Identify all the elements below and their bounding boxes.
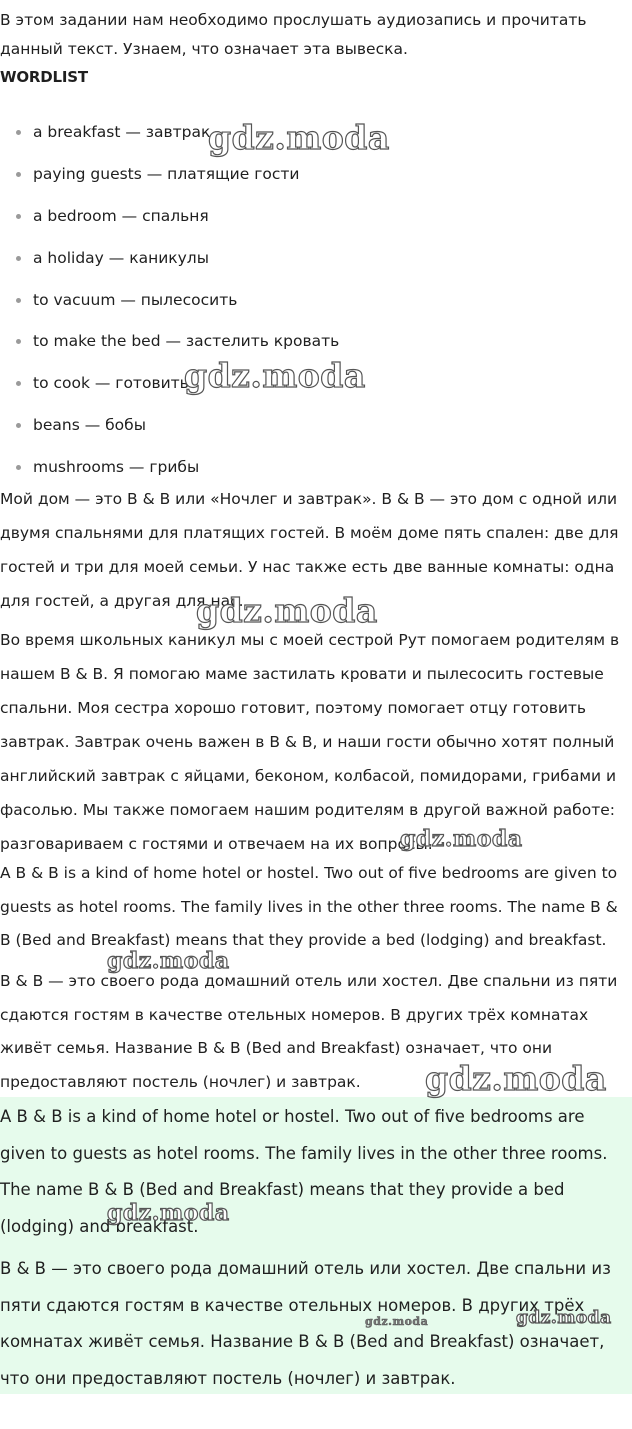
- list-item-text: paying guests — платящие гости: [33, 164, 300, 183]
- answer-box: [0, 1097, 632, 1394]
- bullet-icon: [16, 256, 21, 261]
- watermark-logo: gdz.moda: [184, 356, 366, 395]
- list-item: [0, 196, 339, 238]
- bullet-icon: [16, 172, 21, 177]
- list-item-text: to make the bed — застелить кровать: [33, 332, 340, 351]
- list-item-text: a bedroom — спальня: [33, 206, 209, 225]
- bullet-icon: [16, 130, 21, 135]
- list-item: [0, 154, 339, 196]
- paragraph-school-holidays: Во время школьных каникул мы с моей сестрой Рут помогаем родителям в нашем B & B. Я помогаю маме застилать кровати и пылесосить гостевые спальни. Моя сестра хорошо готовит, поэтому помогает отцу готовить завтрак. Завтрак очень важен в B & B, и наши гости обычно хотят полный английский завтрак с яйцами, беконом, колбасой, помидорами, грибами и фасолью. Мы также помогаем нашим родителям в другой важной работе: разговариваем с гостями и отвечаем на их вопросы.: [0, 631, 620, 853]
- list-item: [0, 238, 339, 280]
- list-item-text: a breakfast — завтрак: [33, 123, 211, 141]
- watermark-logo: gdz.moda: [516, 1308, 612, 1328]
- list-item-text: beans — бобы: [33, 416, 146, 435]
- list-item-text: to vacuum — пылесосить: [33, 290, 238, 309]
- watermark-logo: gdz.moda: [208, 118, 390, 157]
- answer-text-en: A B & B is a kind of home hotel or hostel. Two out of five bedrooms are given to guests as hotel rooms. The family lives in the other three rooms. The name B & B (Bed and Breakfast) means that they provide a bed (lodging) and breakfast.: [0, 1107, 608, 1236]
- list-item-text: mushrooms — грибы: [33, 458, 200, 477]
- wordlist: [0, 112, 339, 489]
- bullet-icon: [16, 465, 21, 470]
- paragraph-explanation-en: A B & B is a kind of home hotel or hostel. Two out of five bedrooms are given to guests as hotel rooms. The family lives in the other three rooms. The name B & B (Bed and Breakfast) means that they provide a bed (lodging) and breakfast.: [0, 864, 618, 949]
- watermark-logo: gdz.moda: [107, 1200, 230, 1226]
- intro-text: В этом задании нам необходимо прослушать аудиозапись и прочитать данный текст. Узнаем, что означает эта вывеска.: [0, 11, 587, 58]
- list-item-text: to cook — готовить: [33, 374, 189, 393]
- bullet-icon: [16, 298, 21, 303]
- watermark-logo: gdz.moda: [425, 1059, 607, 1098]
- watermark-logo: gdz.moda: [365, 1315, 429, 1328]
- bullet-icon: [16, 423, 21, 428]
- paragraph-explanation-ru: B & B — это своего рода домашний отель или хостел. Две спальни из пяти сдаются гостям в качестве отельных номеров. В других трёх комнатах живёт семья. Название B & B (Bed and Breakfast) означает, что они предоставляют постель (ночлег) и завтрак.: [0, 972, 618, 1091]
- list-item: [0, 405, 339, 447]
- watermark-logo: gdz.moda: [107, 948, 230, 974]
- bullet-icon: [16, 339, 21, 344]
- answer-text-ru: B & B — это своего рода домашний отель или хостел. Две спальни из пяти сдаются гостям в качестве отельных номеров. В других трёх комнатах живёт семья. Название B & B (Bed and Breakfast) означает, что они предоставляют постель (ночлег) и завтрак.: [0, 1259, 611, 1388]
- list-item-text: a holiday — каникулы: [33, 248, 209, 267]
- list-item: [0, 280, 339, 322]
- watermark-logo: gdz.moda: [400, 826, 523, 852]
- bullet-icon: [16, 381, 21, 386]
- watermark-logo: gdz.moda: [196, 591, 378, 630]
- paragraph-my-house: Мой дом — это B & B или «Ночлег и завтрак». B & B — это дом с одной или двумя спальнями для платящих гостей. В моём доме пять спален: две для гостей и три для моей семьи. У нас также есть две ванные комнаты: одна для гостей, а другая для нас.: [0, 490, 619, 610]
- bullet-icon: [16, 214, 21, 219]
- wordlist-title: WORDLIST: [0, 68, 88, 86]
